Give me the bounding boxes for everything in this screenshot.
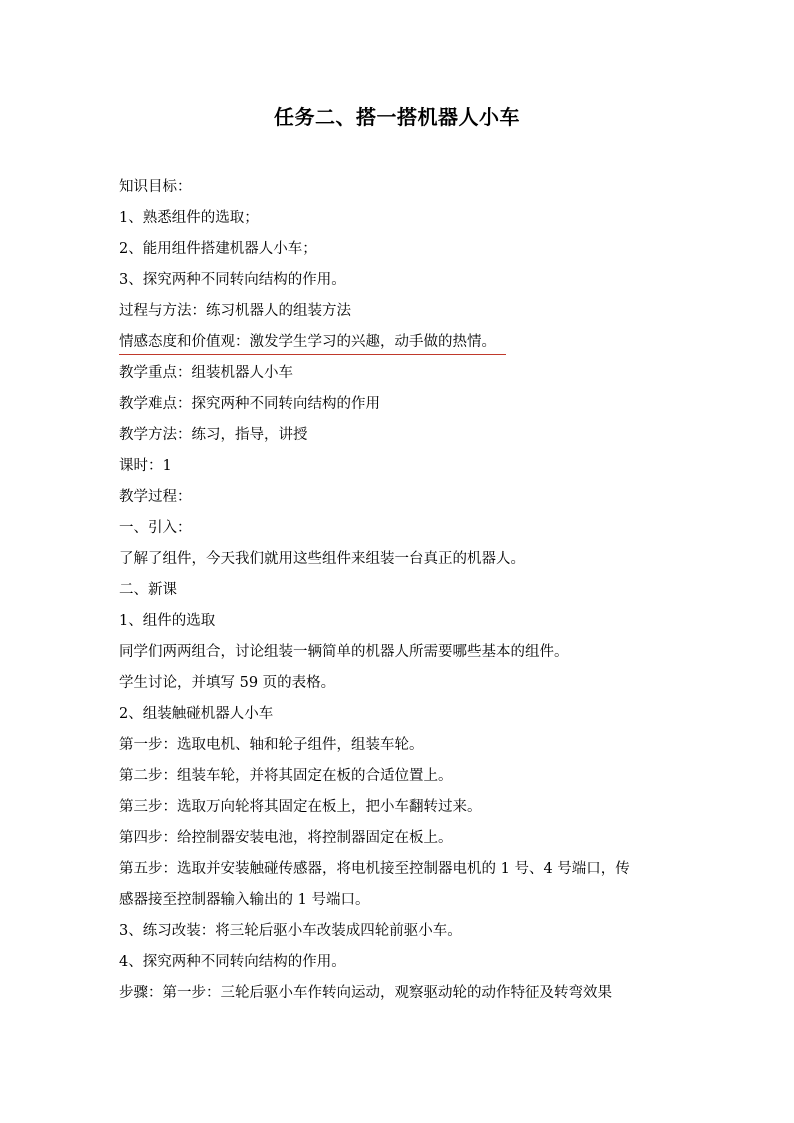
subsection-practice-modify: 3、练习改装：将三轮后驱小车改装成四轮前驱小车。 [119,923,462,939]
underlined-text: 情感态度和价值观：激发学生学习的兴趣，动手做的热情。 [119,327,506,358]
step-5: 第五步：选取并安装触碰传感器，将电机接至控制器电机的 1 号、4 号端口，传 [119,861,630,877]
paragraph-difficulty: 教学难点：探究两种不同转向结构的作用 [119,396,380,412]
paragraph-goal-1: 1、熟悉组件的选取； [119,210,259,226]
document-body [119,172,679,1009]
paragraph-steps: 步骤：第一步：三轮后驱小车作转向运动，观察驱动轮的动作特征及转弯效果 [119,985,612,1001]
paragraph-goal-3: 3、探究两种不同转向结构的作用。 [119,272,346,288]
paragraph-teaching-process: 教学过程： [119,489,192,505]
step-4: 第四步：给控制器安装电池，将控制器固定在板上。 [119,830,453,846]
step-5-continued: 感器接至控制器输入输出的 1 号端口。 [119,892,370,908]
section-new-lesson: 二、新课 [119,582,177,598]
page-title: 任务二、搭一搭机器人小车 [274,105,520,129]
paragraph-key-point: 教学重点：组装机器人小车 [119,365,293,381]
paragraph-process-method: 过程与方法：练习机器人的组装方法 [119,303,351,319]
subsection-explore-steering: 4、探究两种不同转向结构的作用。 [119,954,346,970]
paragraph-group-discussion: 同学们两两组合，讨论组装一辆简单的机器人所需要哪些基本的组件。 [119,644,569,660]
subsection-assemble-car: 2、组装触碰机器人小车 [119,706,274,722]
paragraph-fill-table: 学生讨论，并填写 59 页的表格。 [119,675,336,691]
section-introduction: 一、引入： [119,520,192,536]
paragraph-goal-2: 2、能用组件搭建机器人小车； [119,241,317,257]
paragraph-introduction-text: 了解了组件，今天我们就用这些组件来组装一台真正的机器人。 [119,551,525,567]
paragraph-class-hours: 课时：1 [119,458,172,474]
subsection-component-selection: 1、组件的选取 [119,613,216,629]
paragraph-knowledge-goals: 知识目标： [119,179,192,195]
step-2: 第二步：组装车轮，并将其固定在板的合适位置上。 [119,768,453,784]
step-3: 第三步：选取万向轮将其固定在板上，把小车翻转过来。 [119,799,482,815]
paragraph-teaching-method: 教学方法：练习，指导，讲授 [119,427,308,443]
paragraph-attitude-values [119,327,679,358]
step-1: 第一步：选取电机、轴和轮子组件，组装车轮。 [119,737,424,753]
